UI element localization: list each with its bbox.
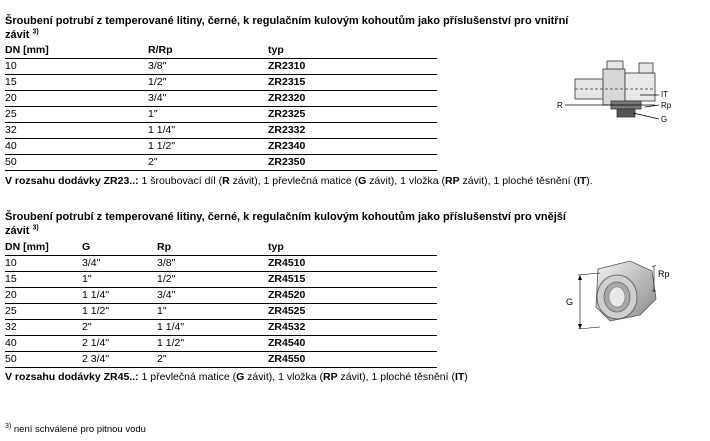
cell-rp: 1/2": [157, 272, 268, 288]
cell-g: 1": [82, 272, 157, 288]
union-cross-section-diagram: [555, 55, 675, 130]
nut-insert-diagram: [560, 255, 680, 335]
col-header-rp: Rp: [157, 240, 268, 256]
label-rp: Rp: [658, 269, 670, 279]
col-header-g: G: [82, 240, 157, 256]
cell-dn: 32: [5, 123, 148, 139]
cell-typ: ZR4515: [268, 272, 437, 288]
table-row: [5, 304, 437, 320]
cell-dn: 50: [5, 352, 82, 368]
footnote-marker: 3): [5, 422, 12, 430]
cell-typ: ZR2325: [268, 107, 437, 123]
cell-r-rp: 1 1/4": [148, 123, 268, 139]
table-row: [5, 123, 437, 139]
cell-typ: ZR2315: [268, 75, 437, 91]
section1-title-line1: Šroubení potrubí z temperované litiny, černé, k regulačním kulovým kohoutům jako příslušenství pro vnitřní: [5, 15, 569, 27]
cell-rp: 3/8": [157, 256, 268, 272]
cell-rp: 3/4": [157, 288, 268, 304]
cell-r-rp: 3/4": [148, 91, 268, 107]
cell-typ: ZR2332: [268, 123, 437, 139]
section1-title-line2: závit $^{3)}$: [5, 28, 39, 41]
col-header-r-rp: R/Rp: [148, 43, 268, 59]
footnote: [5, 424, 146, 435]
section1-title: [5, 14, 605, 42]
cell-rp: 1 1/4": [157, 320, 268, 336]
section2-delivery-note: V rozsahu dodávky ZR45..: 1 převlečná matice (G závit), 1 vložka (RP závit), 1 ploché těsnění (IT): [5, 371, 468, 383]
col-header-dn: DN [mm]: [5, 43, 148, 59]
footnote-text: není schválené pro pitnou vodu: [11, 424, 146, 435]
label-r: R: [557, 101, 563, 110]
cell-rp: 1": [157, 304, 268, 320]
cell-g: 3/4": [82, 256, 157, 272]
cell-typ: ZR4550: [268, 352, 437, 368]
cell-dn: 10: [5, 59, 148, 75]
cell-r-rp: 1": [148, 107, 268, 123]
table-row: [5, 59, 437, 75]
cell-g: 2 3/4": [82, 352, 157, 368]
label-g: G: [661, 115, 668, 124]
cell-r-rp: 1/2": [148, 75, 268, 91]
table-row: [5, 91, 437, 107]
cell-typ: ZR4532: [268, 320, 437, 336]
cell-dn: 40: [5, 336, 82, 352]
cell-typ: ZR4525: [268, 304, 437, 320]
cell-dn: 10: [5, 256, 82, 272]
cell-typ: ZR4510: [268, 256, 437, 272]
label-g: G: [566, 297, 574, 307]
table-row: [5, 320, 437, 336]
cell-g: 1 1/2": [82, 304, 157, 320]
section2-title: [5, 210, 605, 238]
cell-typ: ZR2340: [268, 139, 437, 155]
table-row: [5, 155, 437, 171]
cell-rp: 1 1/2": [157, 336, 268, 352]
col-header-typ: typ: [268, 240, 437, 256]
cell-dn: 50: [5, 155, 148, 171]
cell-dn: 15: [5, 75, 148, 91]
cell-typ: ZR2310: [268, 59, 437, 75]
col-header-typ: typ: [268, 43, 437, 59]
cell-rp: 2": [157, 352, 268, 368]
cell-g: 2 1/4": [82, 336, 157, 352]
section2-title-line2: závit $^{3)}$: [5, 224, 39, 237]
cell-dn: 25: [5, 304, 82, 320]
table-row: [5, 75, 437, 91]
cell-r-rp: 2": [148, 155, 268, 171]
cell-r-rp: 3/8": [148, 59, 268, 75]
cell-dn: 15: [5, 272, 82, 288]
cell-r-rp: 1 1/2": [148, 139, 268, 155]
table-header-row: [5, 240, 437, 256]
label-it: IT: [661, 90, 669, 99]
table-row: [5, 352, 437, 368]
section2-table: [5, 240, 437, 368]
table-row: [5, 336, 437, 352]
section1-delivery-note: V rozsahu dodávky ZR23..: 1 šroubovací díl (R závit), 1 převlečná matice (G závit), 1 vložka (RP závit), 1 ploché těsnění (IT).: [5, 175, 593, 187]
table-row: [5, 272, 437, 288]
cell-dn: 32: [5, 320, 82, 336]
section2-title-line1: Šroubení potrubí z temperované litiny, černé, k regulačním kulovým kohoutům jako příslušenství pro vnější: [5, 211, 566, 223]
cell-typ: ZR4540: [268, 336, 437, 352]
cell-typ: ZR2350: [268, 155, 437, 171]
table-row: [5, 288, 437, 304]
cell-dn: 20: [5, 91, 148, 107]
table-row: [5, 256, 437, 272]
cell-dn: 20: [5, 288, 82, 304]
table-row: [5, 139, 437, 155]
cell-typ: ZR2320: [268, 91, 437, 107]
cell-g: 1 1/4": [82, 288, 157, 304]
label-rp: Rp: [661, 101, 672, 110]
cell-dn: 25: [5, 107, 148, 123]
table-header-row: [5, 43, 437, 59]
cell-g: 2": [82, 320, 157, 336]
section2-footnote-ref: 3): [32, 224, 39, 232]
table-row: [5, 107, 437, 123]
cell-dn: 40: [5, 139, 148, 155]
cell-typ: ZR4520: [268, 288, 437, 304]
col-header-dn: DN [mm]: [5, 240, 82, 256]
section1-table: [5, 43, 437, 171]
section1-footnote-ref: 3): [32, 28, 39, 36]
